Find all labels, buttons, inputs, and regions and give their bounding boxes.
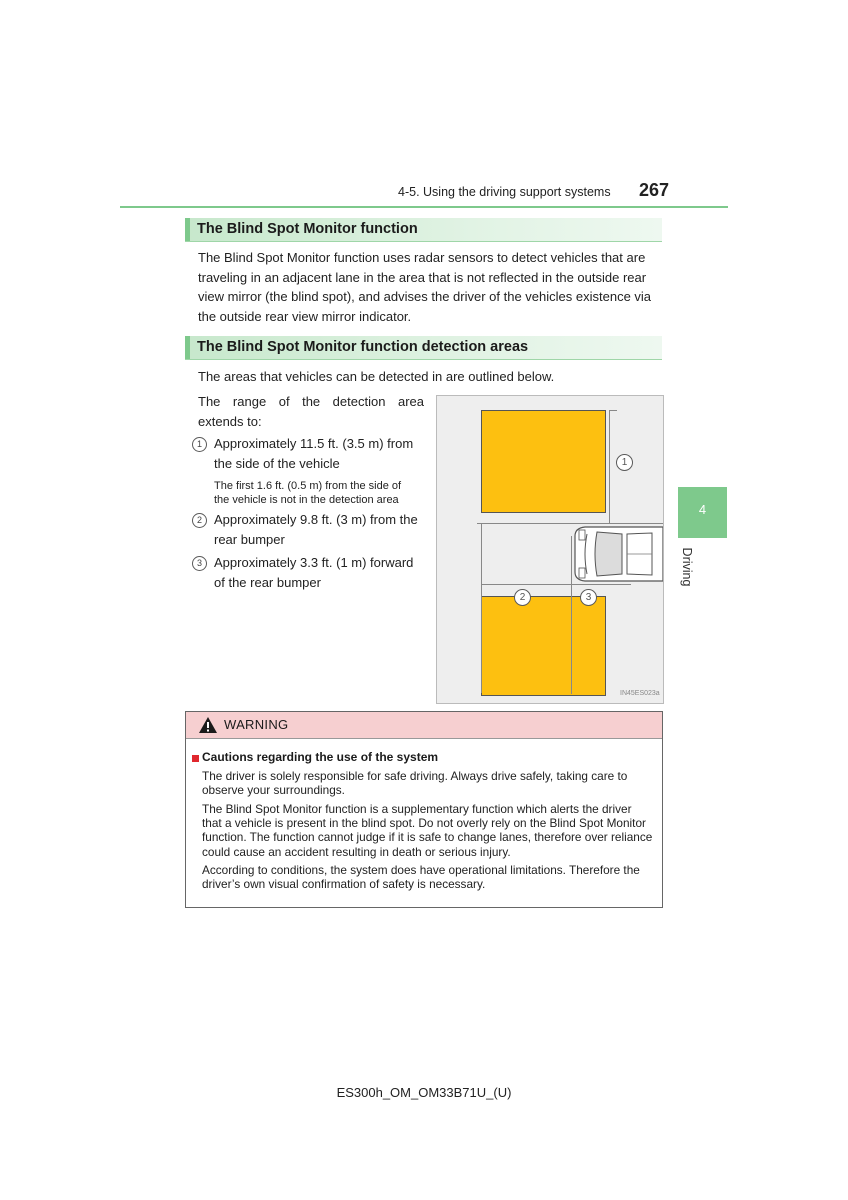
warning-line: observe your surroundings.: [202, 783, 345, 798]
warning-box: [185, 711, 663, 908]
detection-intro: The areas that vehicles can be detected in are outlined below.: [198, 369, 555, 384]
list-number-3: 3: [192, 556, 207, 571]
header-rule: [120, 206, 728, 208]
heading-accent-bar: [185, 218, 190, 241]
rear-detection-zone: [481, 596, 606, 696]
warning-subtitle: Cautions regarding the use of the system: [202, 750, 439, 764]
warning-line: The driver is solely responsible for safe driving. Always drive safely, taking care to: [202, 769, 628, 783]
car-top-view-icon: [567, 524, 663, 584]
warning-line: could cause an accident resulting in death or serious injury.: [202, 844, 511, 859]
warning-line: According to conditions, the system does have operational limitations. Therefore the: [202, 863, 640, 877]
list-item-1-note: [214, 479, 428, 507]
warning-line: function. The function cannot judge if it is safe to change lanes, therefore over reliance: [202, 830, 653, 845]
paragraph-line: traveling in an adjacent lane in the area that is not reflected in the outside rear: [198, 269, 647, 285]
section-heading-function: [185, 218, 662, 242]
callout-1: 1: [616, 454, 633, 471]
heading-accent-bar: [185, 336, 190, 359]
detection-area-diagram: [436, 395, 664, 704]
red-square-bullet-icon: [192, 755, 199, 762]
paragraph-line: The range of the detection area: [198, 394, 424, 409]
section-heading-detection-areas: [185, 336, 662, 360]
list-item-2: [214, 510, 428, 549]
list-item-line: rear bumper: [214, 531, 285, 547]
warning-line: The Blind Spot Monitor function is a supplementary function which alerts the driver: [202, 802, 632, 816]
section-heading-text: The Blind Spot Monitor function detection areas: [197, 339, 529, 355]
list-item-line: Approximately 11.5 ft. (3.5 m) from: [214, 436, 414, 451]
diagram-code: IN45ES023a: [620, 690, 660, 697]
warning-paragraph-2: [202, 802, 653, 859]
warning-line: that a vehicle is present in the blind spot. Do not overly rely on the Blind Spot Monitor: [202, 816, 646, 831]
running-header-section: 4-5. Using the driving support systems: [398, 185, 611, 199]
list-item-line: of the rear bumper: [214, 574, 321, 590]
note-line: The first 1.6 ft. (0.5 m) from the side of: [214, 480, 402, 492]
chapter-tab-label: Driving: [680, 547, 694, 587]
list-item-line: the side of the vehicle: [214, 455, 340, 471]
paragraph-line: the outside rear view mirror indicator.: [198, 308, 412, 324]
side-detection-zone: [481, 410, 606, 513]
warning-title: WARNING: [224, 717, 289, 732]
dimension-line-2-3: [481, 584, 631, 585]
list-item-line: Approximately 3.3 ft. (1 m) forward: [214, 555, 414, 570]
warning-triangle-icon: [198, 716, 218, 734]
warning-paragraph-3: [202, 863, 653, 891]
paragraph-line: view mirror (the blind spot), and advises the driver of the vehicles existence via: [198, 289, 652, 304]
paragraph-line: The Blind Spot Monitor function uses radar sensors to detect vehicles that are: [198, 250, 646, 265]
list-item-line: Approximately 9.8 ft. (3 m) from the: [214, 512, 418, 527]
warning-header: [186, 712, 662, 739]
list-number-1: 1: [192, 437, 207, 452]
section1-paragraph: [198, 248, 658, 326]
document-code-footer: ES300h_OM_OM33B71U_(U): [336, 1085, 512, 1100]
note-line: the vehicle is not in the detection area: [214, 494, 399, 506]
warning-paragraph-1: [202, 769, 653, 797]
list-item-1: [214, 434, 426, 473]
section-heading-text: The Blind Spot Monitor function: [197, 221, 418, 237]
list-number-2: 2: [192, 513, 207, 528]
callout-2: 2: [514, 589, 531, 606]
page-number: 267: [639, 180, 670, 200]
dimension-line-left: [481, 523, 482, 693]
dimension-tick: [609, 410, 617, 411]
range-intro: [198, 392, 424, 431]
list-item-3: [214, 553, 428, 592]
dimension-line-1: [609, 410, 610, 523]
paragraph-line: extends to:: [198, 413, 262, 429]
callout-3: 3: [580, 589, 597, 606]
chapter-tab-number: 4: [698, 502, 707, 517]
warning-line: driver’s own visual confirmation of safety is necessary.: [202, 877, 486, 892]
